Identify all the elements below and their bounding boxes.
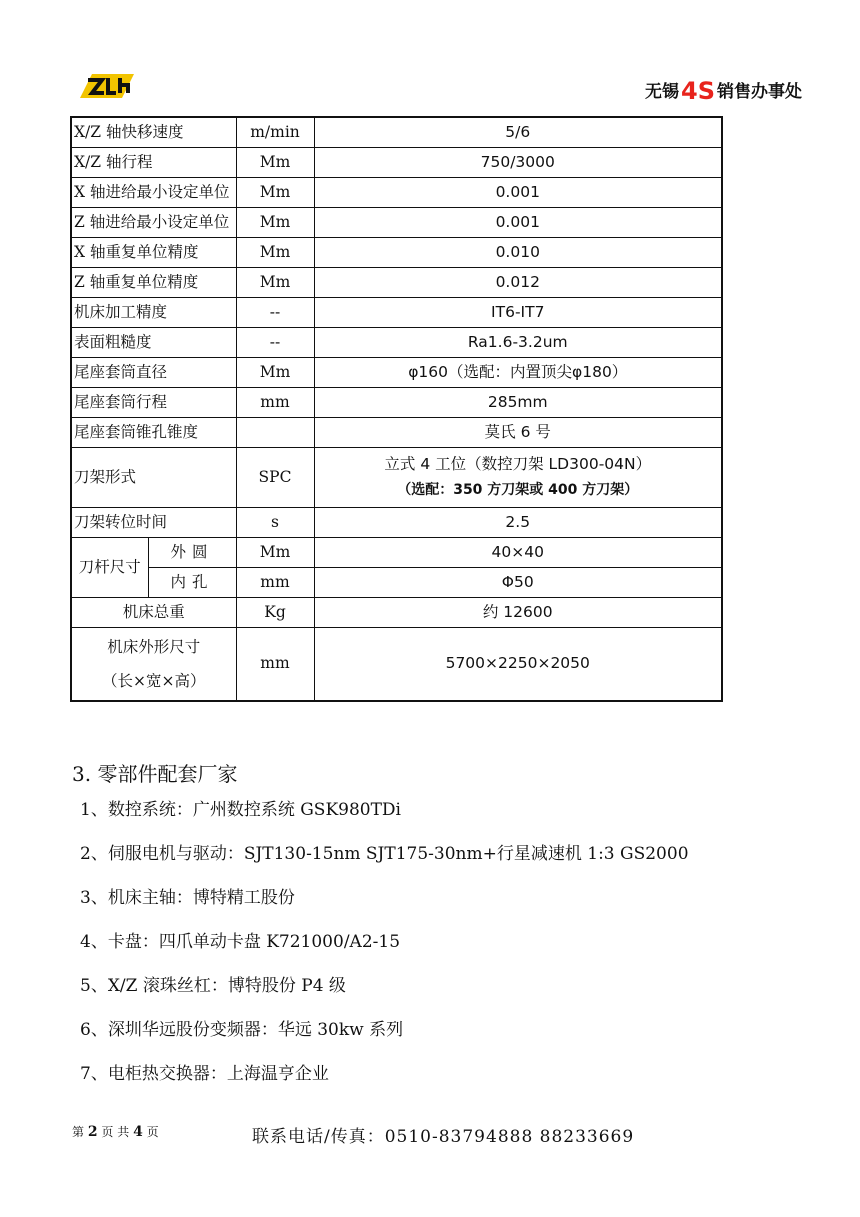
spec-name: 尾座套筒直径 (71, 357, 236, 387)
spec-name: Z 轴重复单位精度 (71, 267, 236, 297)
list-item: 6、深圳华远股份变频器：华远 30kw 系列 (80, 1020, 404, 1040)
table-row (71, 207, 722, 237)
spec-unit: Kg (236, 597, 314, 627)
spec-name: Z 轴进给最小设定单位 (71, 207, 236, 237)
spec-unit: Mm (236, 147, 314, 177)
spec-value: IT6-IT7 (314, 297, 722, 327)
spec-unit: mm (236, 387, 314, 417)
spec-value (314, 447, 722, 507)
spec-unit: Mm (236, 177, 314, 207)
spec-unit (236, 417, 314, 447)
spec-name: 机床加工精度 (71, 297, 236, 327)
office-title (645, 77, 802, 105)
spec-unit: mm (236, 627, 314, 701)
spec-name-line1: 机床外形尺寸 (107, 637, 201, 656)
table-row-shank-inner (71, 567, 722, 597)
spec-unit: Mm (236, 537, 314, 567)
spec-unit: Mm (236, 237, 314, 267)
supplier-list (80, 796, 689, 1104)
spec-value: 0.001 (314, 207, 722, 237)
spec-table (70, 116, 723, 702)
spec-value: 0.010 (314, 237, 722, 267)
spec-name: 尾座套筒锥孔锥度 (71, 417, 236, 447)
table-row (71, 417, 722, 447)
company-logo (78, 68, 136, 102)
spec-value: 2.5 (314, 507, 722, 537)
page-current: 2 (87, 1124, 98, 1140)
section-title: 3. 零部件配套厂家 (72, 762, 238, 786)
spec-value: 285mm (314, 387, 722, 417)
spec-value: 40×40 (314, 537, 722, 567)
spec-value-line2: （选配：350 方刀架或 400 方刀架） (397, 481, 639, 498)
page-suffix: 页 (146, 1125, 159, 1139)
list-item: 5、X/Z 滚珠丝杠：博特股份 P4 级 (80, 976, 346, 996)
page-number (72, 1123, 159, 1140)
table-row (71, 387, 722, 417)
table-row (71, 147, 722, 177)
table-row-weight (71, 597, 722, 627)
spec-value: 约 12600 (314, 597, 722, 627)
list-item: 7、电柜热交换器：上海温亨企业 (80, 1064, 329, 1084)
office-title-prefix: 无锡 (645, 82, 680, 102)
list-item: 4、卡盘：四爪单动卡盘 K721000/A2-15 (80, 932, 401, 952)
spec-unit: Mm (236, 207, 314, 237)
spec-subname: 内孔 (148, 567, 236, 597)
spec-unit: s (236, 507, 314, 537)
spec-value: 5700×2250×2050 (314, 627, 722, 701)
spec-unit: SPC (236, 447, 314, 507)
spec-name: X/Z 轴行程 (71, 147, 236, 177)
spec-name: 表面粗糙度 (71, 327, 236, 357)
spec-name: 尾座套筒行程 (71, 387, 236, 417)
spec-name: 刀架形式 (71, 447, 236, 507)
table-row (71, 237, 722, 267)
table-row (71, 117, 722, 147)
page-prefix: 第 (72, 1125, 85, 1139)
list-item: 3、机床主轴：博特精工股份 (80, 888, 295, 908)
spec-unit: mm (236, 567, 314, 597)
spec-value: Ra1.6-3.2um (314, 327, 722, 357)
spec-name: X 轴重复单位精度 (71, 237, 236, 267)
office-title-accent: 4S (681, 77, 715, 105)
spec-value: Φ50 (314, 567, 722, 597)
spec-unit: -- (236, 327, 314, 357)
page-mid: 页 共 (101, 1125, 130, 1139)
spec-unit: -- (236, 297, 314, 327)
contact-info: 联系电话/传真：0510-83794888 88233669 (252, 1127, 635, 1147)
office-title-suffix: 销售办事处 (717, 82, 802, 102)
page-total: 4 (133, 1124, 143, 1140)
spec-name: 机床总重 (71, 597, 236, 627)
table-row (71, 297, 722, 327)
spec-subname: 外圆 (148, 537, 236, 567)
table-row-dimensions (71, 627, 722, 701)
table-row (71, 267, 722, 297)
spec-unit: Mm (236, 357, 314, 387)
spec-group-name: 刀杆尺寸 (71, 537, 148, 597)
table-row (71, 357, 722, 387)
table-row-tool-post (71, 447, 722, 507)
spec-name (71, 627, 236, 701)
spec-name: 刀架转位时间 (71, 507, 236, 537)
spec-value: 5/6 (314, 117, 722, 147)
table-row-shank-outer (71, 537, 722, 567)
spec-value: φ160（选配：内置顶尖φ180） (314, 357, 722, 387)
spec-value: 0.001 (314, 177, 722, 207)
page-header (70, 64, 802, 108)
table-row-tool-change (71, 507, 722, 537)
spec-value: 莫氏 6 号 (314, 417, 722, 447)
spec-value: 0.012 (314, 267, 722, 297)
list-item: 2、伺服电机与驱动：SJT130-15nm SJT175-30nm+行星减速机 1:3 GS2000 (80, 844, 689, 864)
table-row (71, 327, 722, 357)
spec-value-line1: 立式 4 工位（数控刀架 LD300-04N） (384, 455, 652, 474)
spec-unit: Mm (236, 267, 314, 297)
spec-unit: m/min (236, 117, 314, 147)
list-item: 1、数控系统：广州数控系统 GSK980TDi (80, 800, 401, 820)
spec-name: X 轴进给最小设定单位 (71, 177, 236, 207)
spec-name: X/Z 轴快移速度 (71, 117, 236, 147)
spec-name-line2: （长×宽×高） (102, 671, 206, 690)
table-row (71, 177, 722, 207)
spec-value: 750/3000 (314, 147, 722, 177)
